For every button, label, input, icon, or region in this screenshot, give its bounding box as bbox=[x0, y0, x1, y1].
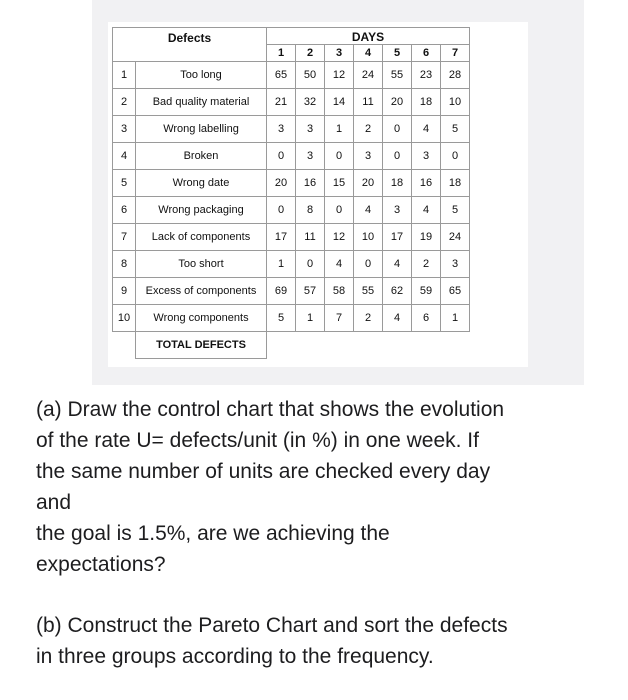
defect-count-cell: 50 bbox=[296, 62, 325, 89]
defect-count-cell: 21 bbox=[267, 89, 296, 116]
defect-count-cell: 4 bbox=[412, 197, 441, 224]
defect-name: Excess of components bbox=[136, 278, 267, 305]
question-line: the same number of units are checked every day bbox=[36, 460, 491, 483]
table-header-row bbox=[113, 28, 470, 45]
defect-count-cell: 7 bbox=[325, 305, 354, 332]
defect-count-cell: 5 bbox=[441, 197, 470, 224]
table-row bbox=[113, 143, 470, 170]
table-row bbox=[113, 89, 470, 116]
total-blank-cell bbox=[113, 332, 136, 359]
defect-count-cell: 65 bbox=[441, 278, 470, 305]
day-header: 3 bbox=[325, 45, 354, 62]
defect-count-cell: 4 bbox=[325, 251, 354, 278]
defect-count-cell: 16 bbox=[412, 170, 441, 197]
defect-count-cell: 18 bbox=[412, 89, 441, 116]
question-line: of the rate U= defects/unit (in %) in one week. If bbox=[36, 429, 479, 452]
defect-count-cell: 18 bbox=[441, 170, 470, 197]
day-header: 1 bbox=[267, 45, 296, 62]
defect-name: Wrong date bbox=[136, 170, 267, 197]
day-header: 5 bbox=[383, 45, 412, 62]
question-line: expectations? bbox=[36, 553, 166, 576]
day-header: 7 bbox=[441, 45, 470, 62]
row-number: 4 bbox=[113, 143, 136, 170]
defect-count-cell: 16 bbox=[296, 170, 325, 197]
defect-name: Too short bbox=[136, 251, 267, 278]
defect-count-cell: 1 bbox=[325, 116, 354, 143]
defect-count-cell: 4 bbox=[383, 251, 412, 278]
defect-count-cell: 14 bbox=[325, 89, 354, 116]
table-row bbox=[113, 116, 470, 143]
question-line: (a) Draw the control chart that shows the evolution bbox=[36, 398, 505, 421]
defect-count-cell: 10 bbox=[441, 89, 470, 116]
defect-count-cell: 3 bbox=[441, 251, 470, 278]
question-line: the goal is 1.5%, are we achieving the bbox=[36, 522, 390, 545]
defect-count-cell: 2 bbox=[354, 305, 383, 332]
defect-count-cell: 5 bbox=[441, 116, 470, 143]
defect-count-cell: 20 bbox=[354, 170, 383, 197]
defect-count-cell: 20 bbox=[383, 89, 412, 116]
defect-count-cell: 0 bbox=[325, 197, 354, 224]
defect-count-cell: 69 bbox=[267, 278, 296, 305]
header-defects: Defects bbox=[113, 28, 267, 62]
table-row bbox=[113, 197, 470, 224]
day-header: 4 bbox=[354, 45, 383, 62]
question-line: and bbox=[36, 491, 72, 514]
table-row bbox=[113, 62, 470, 89]
defect-count-cell: 2 bbox=[354, 116, 383, 143]
defect-count-cell: 23 bbox=[412, 62, 441, 89]
defect-count-cell: 65 bbox=[267, 62, 296, 89]
defect-count-cell: 4 bbox=[412, 116, 441, 143]
row-number: 9 bbox=[113, 278, 136, 305]
defect-count-cell: 0 bbox=[441, 143, 470, 170]
row-number: 5 bbox=[113, 170, 136, 197]
row-number: 1 bbox=[113, 62, 136, 89]
row-number: 3 bbox=[113, 116, 136, 143]
defect-count-cell: 3 bbox=[296, 116, 325, 143]
row-number: 6 bbox=[113, 197, 136, 224]
question-part-a bbox=[36, 394, 606, 580]
defect-name: Bad quality material bbox=[136, 89, 267, 116]
defect-count-cell: 6 bbox=[412, 305, 441, 332]
defect-count-cell: 0 bbox=[354, 251, 383, 278]
defect-count-cell: 1 bbox=[441, 305, 470, 332]
defect-count-cell: 1 bbox=[296, 305, 325, 332]
row-number: 2 bbox=[113, 89, 136, 116]
defect-count-cell: 28 bbox=[441, 62, 470, 89]
table-row bbox=[113, 305, 470, 332]
defects-table bbox=[112, 27, 470, 359]
total-defects-label: TOTAL DEFECTS bbox=[136, 332, 267, 359]
table-row bbox=[113, 251, 470, 278]
defect-name: Wrong packaging bbox=[136, 197, 267, 224]
defect-count-cell: 4 bbox=[354, 197, 383, 224]
question-part-b bbox=[36, 610, 606, 672]
total-defects-row bbox=[113, 332, 470, 359]
row-number: 10 bbox=[113, 305, 136, 332]
header-days: DAYS bbox=[267, 28, 470, 45]
defect-count-cell: 12 bbox=[325, 224, 354, 251]
defect-count-cell: 1 bbox=[267, 251, 296, 278]
defect-count-cell: 3 bbox=[296, 143, 325, 170]
defect-name: Lack of components bbox=[136, 224, 267, 251]
defect-count-cell: 15 bbox=[325, 170, 354, 197]
defect-count-cell: 17 bbox=[383, 224, 412, 251]
defect-count-cell: 12 bbox=[325, 62, 354, 89]
defect-count-cell: 20 bbox=[267, 170, 296, 197]
defect-count-cell: 11 bbox=[354, 89, 383, 116]
defect-count-cell: 8 bbox=[296, 197, 325, 224]
defect-count-cell: 11 bbox=[296, 224, 325, 251]
question-text bbox=[36, 394, 606, 672]
defect-count-cell: 0 bbox=[325, 143, 354, 170]
defect-count-cell: 57 bbox=[296, 278, 325, 305]
defect-name: Broken bbox=[136, 143, 267, 170]
defect-count-cell: 0 bbox=[383, 116, 412, 143]
defect-count-cell: 59 bbox=[412, 278, 441, 305]
defect-count-cell: 0 bbox=[383, 143, 412, 170]
defect-count-cell: 3 bbox=[383, 197, 412, 224]
defect-count-cell: 32 bbox=[296, 89, 325, 116]
defect-count-cell: 0 bbox=[296, 251, 325, 278]
defect-count-cell: 3 bbox=[412, 143, 441, 170]
row-number: 7 bbox=[113, 224, 136, 251]
table-row bbox=[113, 224, 470, 251]
defect-name: Wrong labelling bbox=[136, 116, 267, 143]
defect-count-cell: 4 bbox=[383, 305, 412, 332]
defect-count-cell: 62 bbox=[383, 278, 412, 305]
defect-count-cell: 55 bbox=[383, 62, 412, 89]
defect-count-cell: 24 bbox=[354, 62, 383, 89]
defect-count-cell: 3 bbox=[354, 143, 383, 170]
defect-count-cell: 0 bbox=[267, 197, 296, 224]
defect-count-cell: 2 bbox=[412, 251, 441, 278]
defect-name: Wrong components bbox=[136, 305, 267, 332]
day-header: 2 bbox=[296, 45, 325, 62]
question-line: in three groups according to the frequency. bbox=[36, 645, 434, 668]
defect-count-cell: 55 bbox=[354, 278, 383, 305]
defect-name: Too long bbox=[136, 62, 267, 89]
row-number: 8 bbox=[113, 251, 136, 278]
defect-count-cell: 18 bbox=[383, 170, 412, 197]
day-header: 6 bbox=[412, 45, 441, 62]
table-row bbox=[113, 278, 470, 305]
defect-count-cell: 0 bbox=[267, 143, 296, 170]
question-line: (b) Construct the Pareto Chart and sort the defects bbox=[36, 614, 508, 637]
table-body bbox=[113, 62, 470, 332]
defect-count-cell: 24 bbox=[441, 224, 470, 251]
defect-count-cell: 3 bbox=[267, 116, 296, 143]
table-row bbox=[113, 170, 470, 197]
defect-count-cell: 10 bbox=[354, 224, 383, 251]
defect-count-cell: 5 bbox=[267, 305, 296, 332]
defect-count-cell: 58 bbox=[325, 278, 354, 305]
defect-count-cell: 17 bbox=[267, 224, 296, 251]
defect-count-cell: 19 bbox=[412, 224, 441, 251]
